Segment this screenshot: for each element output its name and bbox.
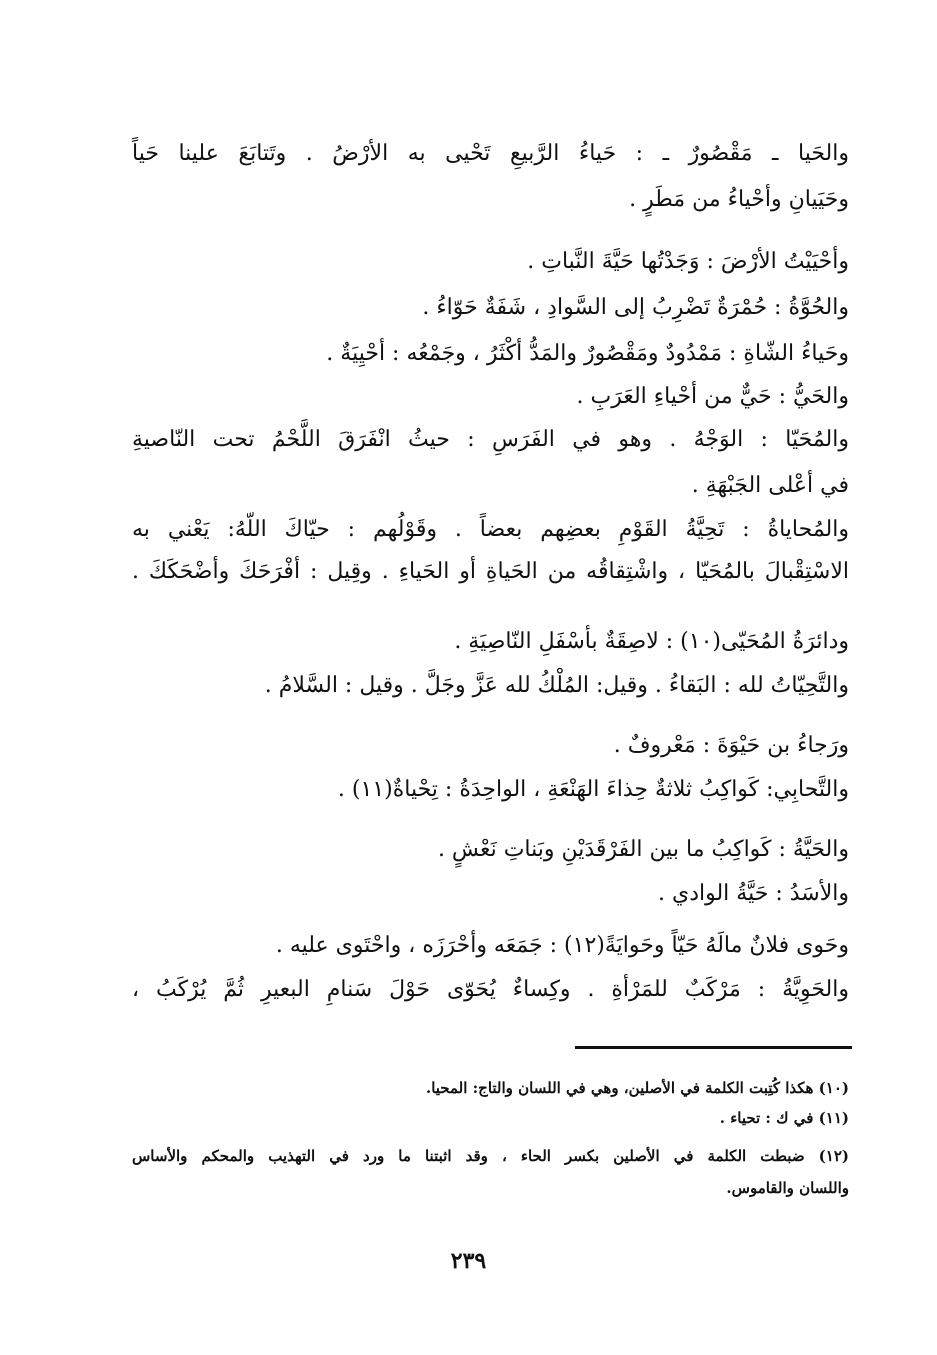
text-line: والحَيُّ : حَيٌّ من أحْياءِ العَرَبِ .: [576, 384, 849, 409]
text-line: وحَوى فلانٌ مالَهُ حَيّاً وحَوايَةً(١٢) : جَمَعَه وأحْرَزَه ، واحْتَوى عليه .: [275, 933, 849, 958]
text-line: والحَوِيَّةُ : مَرْكَبٌ للمَرْأةِ . وكِساءٌ يُحَوّى حَوْلَ سَنامِ البعيرِ ثُمَّ يُرْكَبُ ،: [132, 977, 849, 1002]
text-line: والمُحَيّا : الوَجْهُ . وهو في الفَرَسِ : حيثُ انْفَرَقَ اللَّحْمُ تحت النّاصيةِ: [132, 427, 849, 452]
text-line: وحَياءُ الشّاةِ : مَمْدُودٌ ومَقْصُورٌ والمَدُّ أكْثَرُ ، وجَمْعُه : أحْيِيَةٌ .: [326, 341, 849, 366]
text-line: وأحْيَيْتُ الأرْضَ : وَجَدْتُها حَيَّةَ النَّباتِ .: [527, 249, 849, 274]
text-line: والتَّحِيّاتُ لله : البَقاءُ . وقيل: المُلْكُ لله عَزَّ وجَلَّ . وقيل : السَّلامُ .: [264, 673, 849, 698]
text-line: ورَجاءُ بن حَيْوَةَ : مَعْروفٌ .: [613, 733, 849, 758]
text-line: الاسْتِقْبالَ بالمُحَيّا ، واشْتِقاقُه من الحَياةِ أو الحَياءِ . وقِيل : أفْرَحَكَ وأضْحَكَكَ .: [132, 559, 849, 584]
footnote: واللسان والقاموس.: [726, 1179, 849, 1197]
text-line: والحُوَّةُ : حُمْرَةٌ تَضْرِبُ إلى السَّوادِ ، شَفَةٌ حَوّاءُ .: [422, 295, 849, 320]
text-line: والحَيَّةُ : كَواكِبُ ما بين الفَرْقَدَيْنِ وبَناتِ نَعْشٍ .: [437, 837, 849, 862]
footnote: (١٢) ضبطت الكلمة في الأصلين بكسر الحاء ، وقد اثبتنا ما ورد في التهذيب والمحكم والأساس: [132, 1147, 849, 1165]
page-number: ٢٣٩: [450, 1248, 487, 1274]
text-line: والحَيا ـ مَقْصُورٌ ـ : حَياءُ الرَّبيعِ تَحْيى به الأرْضُ . وتَتابَعَ علينا حَياً: [132, 141, 849, 166]
footnote: (١٠) هكذا كُتِبت الكلمة في الأصلين، وهي في اللسان والتاج: المحيا.: [425, 1079, 849, 1097]
text-line: في أعْلى الجَبْهَةِ .: [691, 473, 849, 498]
footnote: (١١) في ك : تحياء .: [719, 1109, 849, 1127]
text-line: ودائرَةُ المُحَيّى(١٠) : لاصِقَةٌ بأسْفَلِ النّاصِيَةِ .: [454, 629, 849, 654]
footnote-divider: [575, 1046, 852, 1049]
text-line: والتَّحابِي: كَواكِبُ ثلاثةٌ حِذاءَ الهَنْعَةِ ، الواحِدَةُ : تِحْياةٌ(١١) .: [337, 777, 849, 802]
text-line: وحَيَيانِ وأحْياءُ من مَطَرٍ .: [629, 187, 849, 212]
text-line: والمُحاياةُ : تَحِيَّةُ القَوْمِ بعضِهم بعضاً . وقَوْلُهم : حيّاكَ اللّهُ: يَعْني به: [132, 517, 849, 542]
text-line: والأسَدُ : حَيَّةُ الوادي .: [658, 881, 849, 906]
